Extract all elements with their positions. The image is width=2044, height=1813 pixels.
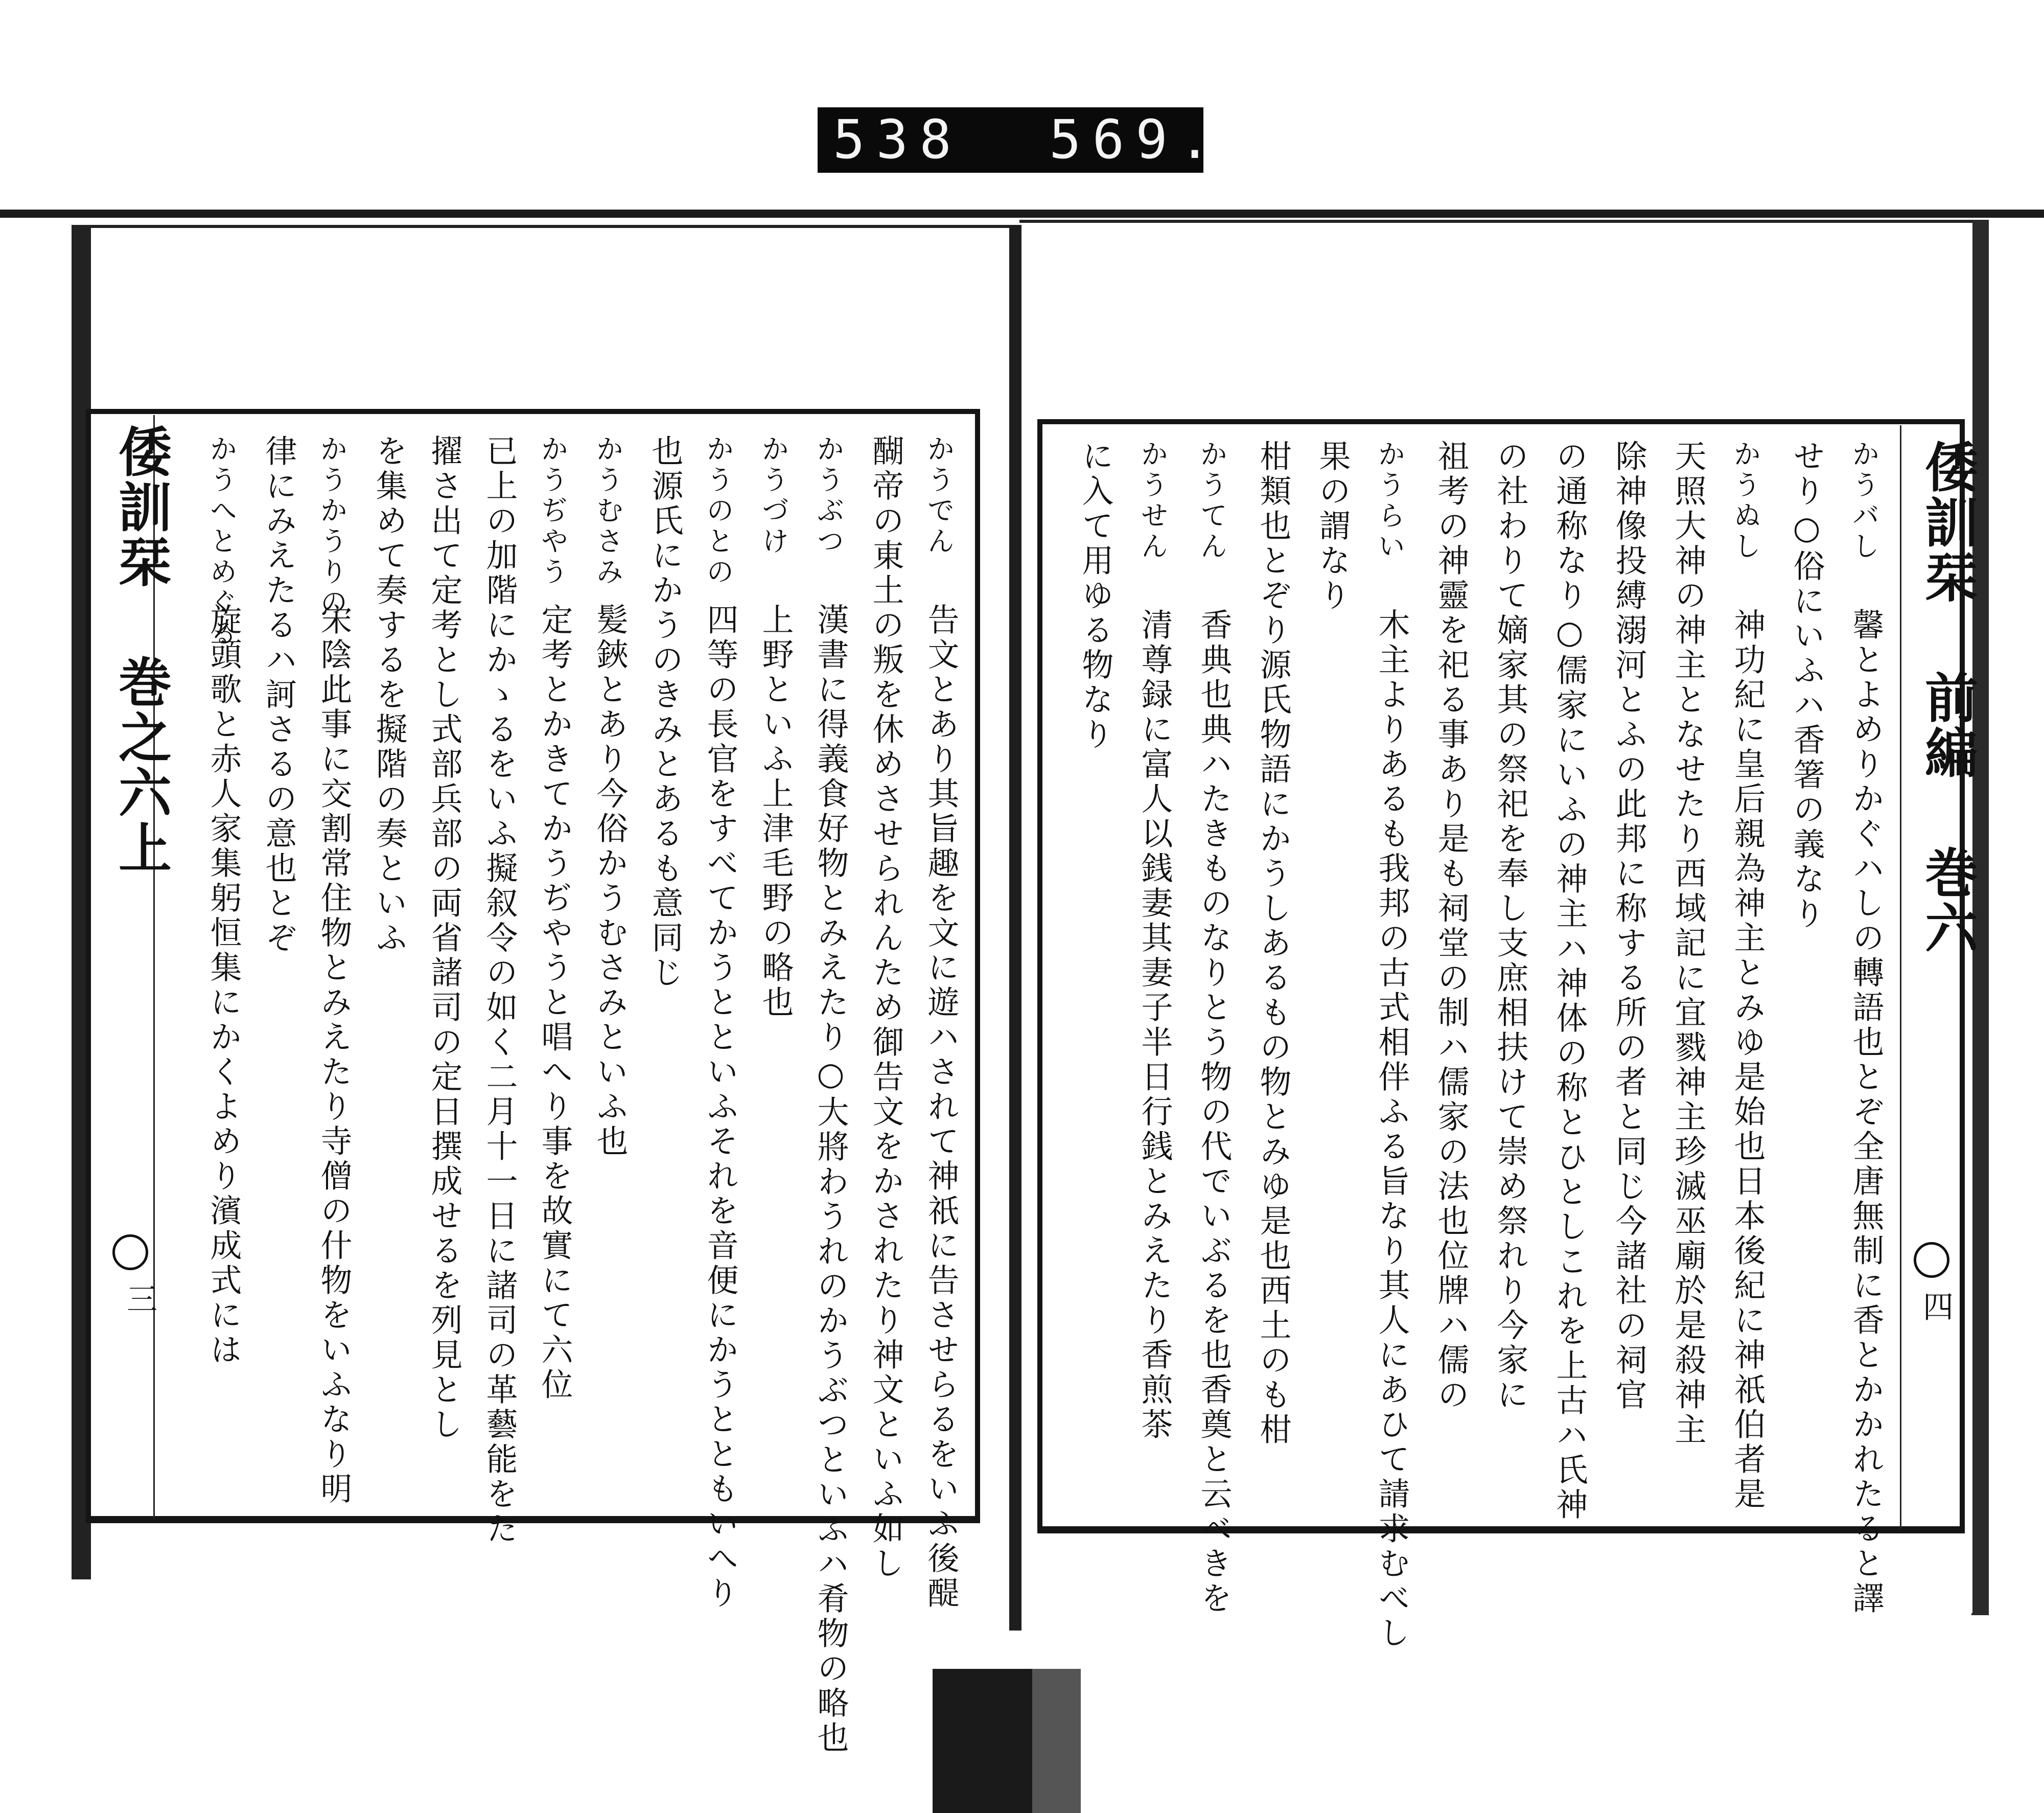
- entry-text-column: の社わりて嫡家其の祭祀を奉し支庶相扶けて崇め祭れり今家に: [1492, 440, 1529, 1413]
- entry-headword: かうてん: [1196, 440, 1228, 562]
- entry-text-column: 已上の加階にかゝるをいふ擬叙令の如く二月十一日に諸司の革藝能をた: [481, 434, 518, 1547]
- entry-text-column: 擢さ出て定考とし式部兵部の両省諸司の定日撰成せるを列見とし: [426, 434, 463, 1442]
- entry-text-column: 天照大神の神主となせたり西域記に宜戮神主珍滅巫廟於是殺神主: [1669, 440, 1707, 1448]
- entry-text-column: 香典也典ハたきものなりとう物の代でいぶるを也香奠と云べきを: [1195, 608, 1233, 1616]
- entry-text-column: 也源氏にかうのきみとあるも意同じ: [646, 434, 684, 991]
- entry-text-column: 宋陰此事に交割常住物とみえたり寺僧の什物をいふなり明: [315, 603, 353, 1507]
- entry-text-column: 清尊録に富人以銭妻其妻子半日行銭とみえたり香煎茶: [1136, 608, 1173, 1442]
- entry-text-column: 上野といふ上津毛野の略也: [757, 603, 794, 1020]
- entry-text-column: せり○俗にいふハ香箸の義なり: [1788, 440, 1825, 932]
- entry-text-column: 神功紀に皇后親為神主とみゆ是始也日本後紀に神祇伯者是: [1729, 608, 1766, 1512]
- entry-headword: かうぬし: [1729, 440, 1761, 562]
- top-edge-rule: [0, 210, 2044, 218]
- right-page-number: 四: [1918, 1291, 1954, 1321]
- left-page-number: 三: [122, 1283, 157, 1314]
- entry-headword: かうむさみ: [592, 434, 624, 588]
- entry-text-column: 告文とあり其旨趣を文に遊ハされて神祇に告させらるをいふ後醍: [922, 603, 960, 1611]
- entry-text-column: に入て用ゆる物なり: [1077, 440, 1114, 752]
- entry-headword: かうかうりの: [316, 434, 348, 618]
- entry-text-column: 漢書に得義食好物とみえたり○大將わうれのかうぶつといふハ肴物の略也: [812, 603, 849, 1756]
- right-spine-rule: [1900, 425, 1901, 1529]
- entry-headword: かうせん: [1136, 440, 1169, 562]
- catalog-number-label: 538 569.: [833, 108, 1222, 171]
- entry-text-column: 律にみえたるハ訶さるの意也とぞ: [260, 434, 297, 956]
- entry-text-column: 醐帝の東土の叛を休めさせられんため御告文をかされたり神文といふ如し: [867, 434, 904, 1581]
- entry-headword: かうのとの: [702, 434, 734, 588]
- left-page-ornament: [112, 1234, 148, 1270]
- entry-headword: かうぢやう: [537, 434, 569, 588]
- entry-headword: かうぶつ: [812, 434, 845, 557]
- entry-text-column: 馨とよめりかぐハしの轉語也とぞ全唐無制に香とかかれたると譯: [1847, 608, 1885, 1616]
- entry-headword: かうらい: [1374, 440, 1406, 562]
- right-page-ornament: [1914, 1242, 1949, 1278]
- entry-headword: かうへとめぐる: [205, 434, 238, 649]
- entry-headword: かうでん: [923, 434, 955, 557]
- entry-text-column: 旋頭歌と赤人家集躬恒集にかくよめり濱成式には: [205, 603, 242, 1368]
- binding-clip-edge: [1032, 1669, 1081, 1813]
- entry-text-column: を集めて奏するを擬階の奏といふ: [370, 434, 408, 956]
- entry-headword: かうバし: [1848, 440, 1880, 562]
- entry-text-column: 祖考の神靈を祀る事あり是も祠堂の制ハ儒家の法也位牌ハ儒の: [1432, 440, 1470, 1413]
- left-spine-title: 倭訓栞 巻之六上: [109, 424, 172, 876]
- entry-text-column: 木主よりあるも我邦の古式相伴ふる旨なり其人にあひて請求むべし: [1373, 608, 1410, 1651]
- entry-text-column: 除神像投縛溺河とふの此邦に称する所の者と同じ今諸社の祠官: [1610, 440, 1647, 1413]
- entry-text-column: 四等の長官をすべてかうとといふそれを音便にかうとともいへり: [702, 603, 739, 1611]
- entry-headword: かうづけ: [757, 434, 789, 557]
- entry-text-column: 柑類也とぞり源氏物語にかうしあるもの物とみゆ是也西土のも柑: [1255, 440, 1292, 1448]
- entry-text-column: 定考とかきてかうぢやうと唱へり事を故實にて六位: [536, 603, 573, 1403]
- entry-text-column: の通称なり○儒家にいふの神主ハ神体の称とひとしこれを上古ハ氏神: [1551, 440, 1588, 1523]
- right-header-title: 倭訓栞 前編 巻六: [1916, 440, 1979, 956]
- book-gutter: [1009, 225, 1021, 1631]
- entry-text-column: 髪鋏とあり今俗かうむさみといふ也: [591, 603, 629, 1159]
- entry-text-column: 果の謂なり: [1314, 440, 1351, 613]
